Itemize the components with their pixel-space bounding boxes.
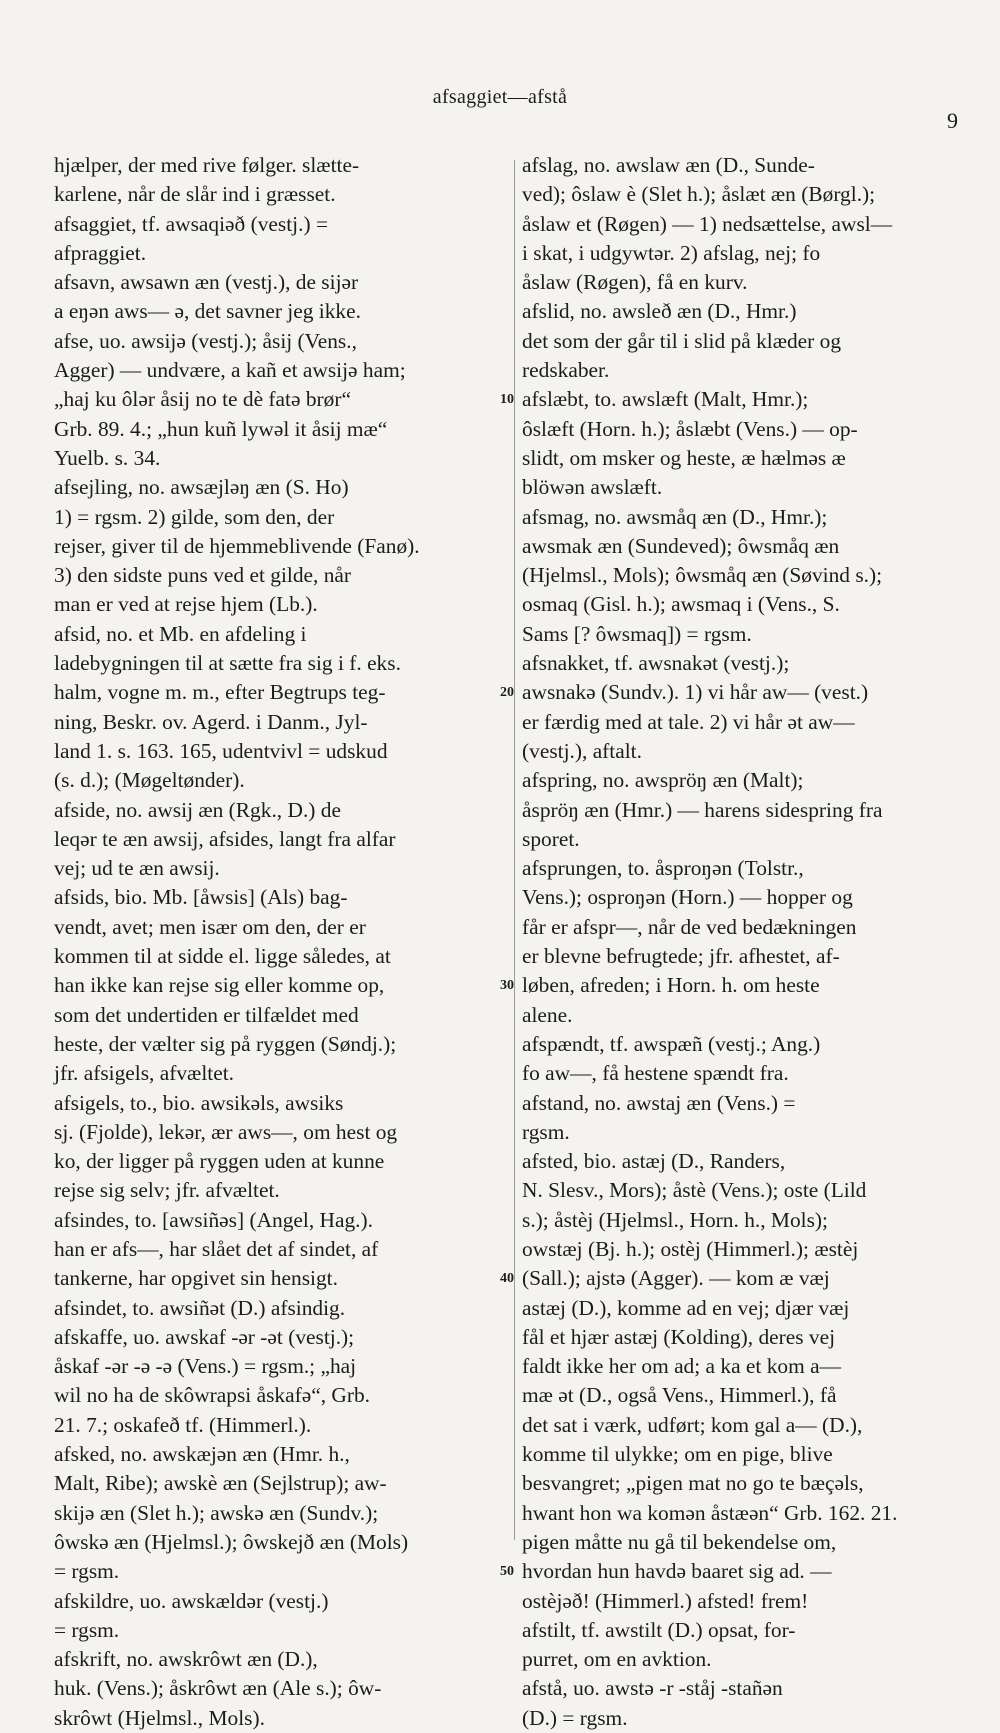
text-line: hjælper, der med rive følger. slætte-	[54, 153, 360, 177]
text-line: som det undertiden er tilfældet med	[54, 1002, 359, 1027]
text-line: hvordan hun havdə baaret sig ad. —	[522, 1559, 832, 1584]
text-line: Agger) — undvære, a kañ et awsijə ham;	[54, 358, 406, 383]
text-line: awsnakə (Sundv.). 1) vi hår aw— (vest.)	[522, 680, 869, 705]
text-line: afsigels, to., bio. awsikəls, awsiks	[54, 1090, 344, 1115]
text-line: rejse sig selv; jfr. afvæltet.	[54, 1178, 280, 1203]
text-line: faldt ikke her om ad; a ka et kom a—	[522, 1354, 841, 1379]
text-line: afstand, no. awstaj æn (Vens.) =	[522, 1090, 796, 1115]
text-line: afside, no. awsij æn (Rgk., D.) de	[54, 797, 341, 822]
text-line: komme til ulykke; om en pige, blive	[522, 1442, 833, 1467]
text-line: land 1. s. 163. 165, udentvivl = udskud	[54, 738, 388, 763]
text-line: afsid, no. et Mb. en afdeling i	[54, 621, 307, 646]
running-head: afsaggiet—afstå	[432, 86, 568, 108]
line-number: 50	[500, 1564, 514, 1579]
text-line: huk. (Vens.); åskrôwt æn (Ale s.); ôw-	[54, 1676, 382, 1701]
text-line: astæj (D.), komme ad en vej; djær væj	[522, 1295, 850, 1320]
text-line: afsnakket, tf. awsnakət (vestj.);	[522, 651, 790, 676]
text-line: løben, afreden; i Horn. h. om heste	[522, 973, 820, 998]
text-line: afsindes, to. [awsiñəs] (Angel, Hag.).	[54, 1207, 373, 1232]
text-line: Grb. 89. 4.; „hun kuñ lywəl it åsij mæ“	[54, 416, 388, 441]
text-line: afse, uo. awsijə (vestj.); åsij (Vens.,	[54, 328, 357, 353]
left-column	[54, 151, 496, 1733]
text-line: blöwən awslæft.	[522, 475, 663, 500]
text-line: hwant hon wa komən åstæən“ Grb. 162. 21.	[522, 1500, 898, 1525]
text-line: = rgsm.	[54, 1559, 120, 1584]
text-line: Malt, Ribe); awskè æn (Sejlstrup); aw-	[54, 1471, 387, 1496]
text-line: wil no ha de skôwrapsi åskafə“, Grb.	[54, 1383, 371, 1408]
text-line: åslaw (Røgen), få en kurv.	[522, 270, 748, 295]
text-line: osmaq (Gisl. h.); awsmaq i (Vens., S.	[522, 592, 840, 617]
text-line: 1) = rgsm. 2) gilde, som den, der	[54, 504, 335, 529]
column-divider	[514, 160, 515, 1540]
text-line: redskaber.	[522, 358, 610, 383]
text-line: „haj ku ôlər åsij no te dè fatə brør“	[54, 387, 351, 412]
text-line: vej; ud te æn awsij.	[54, 856, 220, 881]
text-line: rejser, giver til de hjemmeblivende (Fanø).	[54, 533, 420, 558]
text-line: Yuelb. s. 34.	[54, 445, 161, 470]
text-line: i skat, i udgywtər. 2) afslag, nej; fo	[522, 240, 821, 265]
text-line: jfr. afsigels, afvæltet.	[54, 1061, 234, 1086]
text-line: Sams [? ôwsmaq]) = rgsm.	[522, 621, 752, 646]
text-line: owstæj (Bj. h.); ostèj (Himmerl.); æstèj	[522, 1236, 859, 1261]
text-line: han ikke kan rejse sig eller komme op,	[54, 973, 385, 998]
text-line: slidt, om msker og heste, æ hælməs æ	[522, 445, 846, 470]
text-line: rgsm.	[522, 1119, 570, 1144]
text-line: 21. 7.; oskafeð tf. (Himmerl.).	[54, 1412, 312, 1437]
text-line: afstilt, tf. awstilt (D.) opsat, for-	[522, 1617, 796, 1642]
text-line: (vestj.), aftalt.	[522, 738, 642, 763]
text-line: fål et hjær astæj (Kolding), deres vej	[522, 1324, 836, 1349]
text-line: ved); ôslaw è (Slet h.); åslæt æn (Børgl.);	[522, 182, 876, 207]
text-line: afsmag, no. awsmåq æn (D., Hmr.);	[522, 504, 828, 529]
text-line: afsids, bio. Mb. [åwsis] (Als) bag-	[54, 885, 348, 910]
text-line: får er afspr—, når de ved bedækningen	[522, 914, 857, 939]
text-line: afsejling, no. awsæjləŋ æn (S. Ho)	[54, 475, 349, 500]
text-line: awsmak æn (Sundeved); ôwsmåq æn	[522, 533, 840, 558]
page-number: 9	[947, 108, 958, 133]
line-number: 40	[500, 1271, 514, 1286]
text-line: (s. d.); (Møgeltønder).	[54, 768, 245, 793]
text-line: afspændt, tf. awspæñ (vestj.; Ang.)	[522, 1031, 821, 1056]
text-line: ning, Beskr. ov. Agerd. i Danm., Jyl-	[54, 709, 368, 734]
text-line: a eŋən aws— ə, det savner jeg ikke.	[54, 299, 361, 324]
line-number: 10	[500, 392, 514, 407]
text-line: s.); åstèj (Hjelmsl., Horn. h., Mols);	[522, 1207, 828, 1232]
text-line: afslag, no. awslaw æn (D., Sunde-	[522, 153, 815, 177]
text-line: purret, om en avktion.	[522, 1647, 712, 1672]
text-line: alene.	[522, 1002, 573, 1027]
text-line: afskrift, no. awskrôwt æn (D.),	[54, 1647, 318, 1672]
text-line: han er afs—, har slået det af sindet, af	[54, 1236, 379, 1261]
text-line: afpraggiet.	[54, 240, 147, 265]
text-line: (Hjelmsl., Mols); ôwsmåq æn (Søvind s.);	[522, 563, 883, 588]
text-line: afsavn, awsawn æn (vestj.), de sijər	[54, 270, 359, 295]
text-line: tankerne, har opgivet sin hensigt.	[54, 1266, 338, 1291]
text-line: åskaf -ər -ə -ə (Vens.) = rgsm.; „haj	[54, 1354, 357, 1379]
text-line: afskildre, uo. awskældər (vestj.)	[54, 1588, 329, 1613]
text-line: kommen til at sidde el. ligge således, at	[54, 944, 391, 969]
text-line: er færdig med at tale. 2) vi hår ət aw—	[522, 709, 855, 734]
text-line: afspring, no. awspröŋ æn (Malt);	[522, 768, 804, 793]
text-line: afskaffe, uo. awskaf -ər -ət (vestj.);	[54, 1324, 355, 1349]
text-line: heste, der vælter sig på ryggen (Søndj.);	[54, 1031, 397, 1056]
text-line: pigen måtte nu gå til bekendelse om,	[522, 1529, 837, 1554]
text-line: ko, der ligger på ryggen uden at kunne	[54, 1149, 385, 1174]
text-line: sporet.	[522, 826, 580, 851]
text-line: afsked, no. awskæjən æn (Hmr. h.,	[54, 1442, 350, 1467]
text-line: afstå, uo. awstə -r -ståj -stañən	[522, 1676, 783, 1701]
text-line: vendt, avet; men især om den, der er	[54, 914, 366, 939]
right-column	[522, 151, 964, 1733]
text-line: = rgsm.	[54, 1617, 120, 1642]
text-line: åslaw et (Røgen) — 1) nedsættelse, awsl—	[522, 211, 893, 236]
text-line: afsted, bio. astæj (D., Randers,	[522, 1149, 786, 1174]
text-line: ostèjəð! (Himmerl.) afsted! frem!	[522, 1588, 809, 1613]
text-line: afsprungen, to. åsproŋən (Tolstr.,	[522, 856, 804, 881]
text-line: N. Slesv., Mors); åstè (Vens.); oste (Lild	[522, 1178, 867, 1203]
text-line: man er ved at rejse hjem (Lb.).	[54, 592, 318, 617]
line-number: 30	[500, 978, 514, 993]
line-number: 20	[500, 685, 514, 700]
text-line: det sat i værk, udført; kom gal a— (D.),	[522, 1412, 863, 1437]
text-line: afsindet, to. awsiñət (D.) afsindig.	[54, 1295, 346, 1320]
text-line: skrôwt (Hjelmsl., Mols).	[54, 1705, 265, 1730]
text-line: åspröŋ æn (Hmr.) — harens sidespring fra	[522, 797, 883, 822]
text-line: 3) den sidste puns ved et gilde, når	[54, 563, 352, 588]
text-line: afslæbt, to. awslæft (Malt, Hmr.);	[522, 387, 809, 412]
text-line: mæ ət (D., også Vens., Himmerl.), få	[522, 1383, 837, 1408]
text-line: halm, vogne m. m., efter Begtrups teg-	[54, 680, 386, 705]
text-line: er blevne befrugtede; jfr. afhestet, af-	[522, 944, 840, 969]
text-line: fo aw—, få hestene spændt fra.	[522, 1061, 789, 1086]
text-line: Vens.); osproŋən (Horn.) — hopper og	[522, 885, 853, 910]
text-line: afsaggiet, tf. awsaqiəð (vestj.) =	[54, 211, 329, 236]
text-line: skijə æn (Slet h.); awskə æn (Sundv.);	[54, 1500, 379, 1525]
text-line: afslid, no. awsleð æn (D., Hmr.)	[522, 299, 797, 324]
text-line: det som der går til i slid på klæder og	[522, 328, 842, 353]
text-line: besvangret; „pigen mat no go te bæçəls,	[522, 1471, 864, 1496]
text-line: ôwskə æn (Hjelmsl.); ôwskejð æn (Mols)	[54, 1529, 409, 1554]
text-line: karlene, når de slår ind i græsset.	[54, 182, 336, 207]
text-line: ôslæft (Horn. h.); åslæbt (Vens.) — op-	[522, 416, 858, 441]
text-line: (D.) = rgsm.	[522, 1705, 628, 1730]
text-line: (Sall.); ajstə (Agger). — kom æ væj	[522, 1266, 830, 1291]
text-line: sj. (Fjolde), lekər, ær aws—, om hest og	[54, 1119, 398, 1144]
text-line: leqər te æn awsij, afsides, langt fra alfar	[54, 826, 396, 851]
text-line: ladebygningen til at sætte fra sig i f. eks.	[54, 651, 401, 676]
